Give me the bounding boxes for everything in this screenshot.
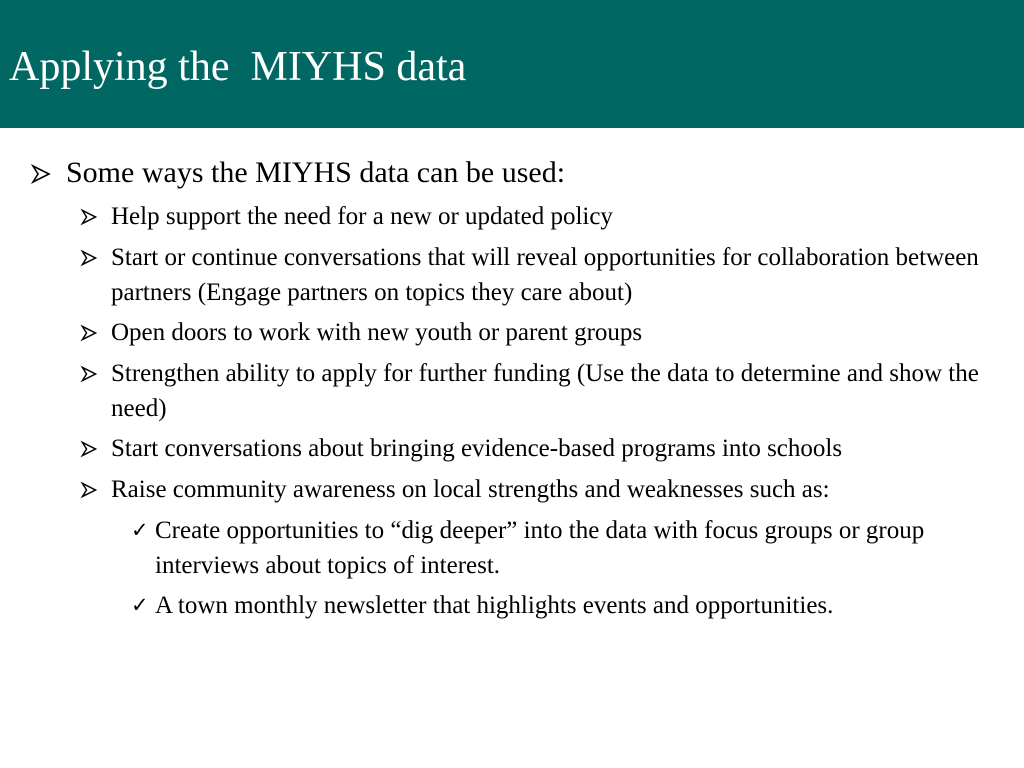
- sub-bullet-text: Strengthen ability to apply for further funding (Use the data to determine and show the need): [111, 360, 979, 422]
- sub-bullet: [80, 472, 1010, 508]
- sub-bullet: [80, 356, 1010, 428]
- sub-bullet: [80, 431, 1010, 467]
- sub-bullet-text: Start conversations about bringing evidence-based programs into schools: [111, 435, 843, 462]
- sub-bullet: [80, 240, 1010, 312]
- arrowhead-bullet-icon: [80, 365, 98, 383]
- sub-bullet: [80, 315, 1010, 351]
- title-bar: [0, 0, 1024, 128]
- arrowhead-bullet-icon: [80, 249, 98, 267]
- checkmark-bullet-icon: ✓: [131, 593, 149, 617]
- check-bullet-text: A town monthly newsletter that highlights events and opportunities.: [155, 592, 834, 619]
- check-bullet-text: Create opportunities to “dig deeper” into the data with focus groups or group interviews about topics of interest.: [155, 517, 925, 579]
- slide-title: Applying the MIYHS data: [9, 44, 467, 90]
- arrowhead-bullet-icon: [80, 208, 98, 226]
- arrowhead-bullet-icon: [80, 440, 98, 458]
- sub-bullet-text: Raise community awareness on local strengths and weaknesses such as:: [111, 476, 830, 503]
- checkmark-bullet-icon: ✓: [131, 518, 149, 542]
- arrowhead-bullet-icon: [80, 481, 98, 499]
- check-bullet: [131, 588, 1011, 624]
- sub-bullet-text: Start or continue conversations that will reveal opportunities for collaboration between partners (Engage partners on topics they care about): [111, 244, 979, 306]
- arrowhead-bullet-icon: [30, 163, 52, 185]
- sub-bullet: [80, 199, 1010, 235]
- main-bullet: [30, 155, 1010, 195]
- sub-bullet-text: Open doors to work with new youth or parent groups: [111, 319, 643, 346]
- main-bullet-text: Some ways the MIYHS data can be used:: [66, 156, 566, 189]
- sub-bullet-text: Help support the need for a new or updated policy: [111, 203, 613, 230]
- arrowhead-bullet-icon: [80, 324, 98, 342]
- check-bullet: [131, 513, 1011, 585]
